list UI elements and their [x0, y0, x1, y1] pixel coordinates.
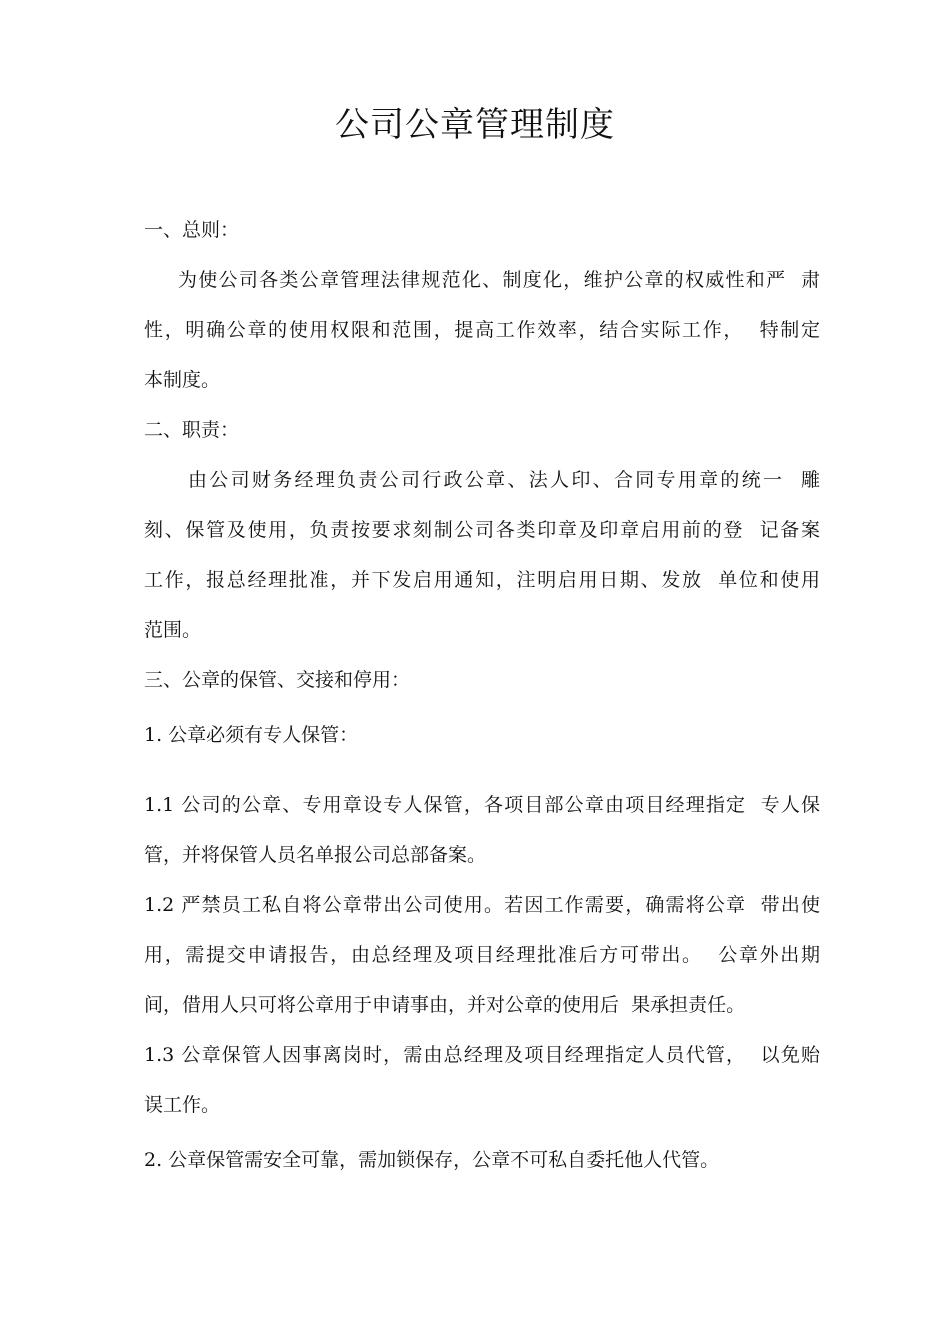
paragraph-line: 1.1 公司的公章、专用章设专人保管，各项目部公章由项目经理指定 专人保 — [144, 794, 820, 816]
paragraph-line: 1.3 公章保管人因事离岗时，需由总经理及项目经理指定人员代管， 以免贻 — [144, 1044, 820, 1066]
clause-heading: 1. 公章必须有专人保管： — [144, 724, 359, 746]
section-heading-general: 一、总则： — [144, 219, 240, 241]
section-heading-custody: 三、公章的保管、交接和停用： — [144, 669, 411, 691]
paragraph-line: 为使公司各类公章管理法律规范化、制度化，维护公章的权威性和严 肃 — [178, 269, 820, 291]
paragraph-line: 本制度。 — [144, 369, 221, 391]
paragraph-line: 间，借用人只可将公章用于申请事由，并对公章的使用后 果承担责任。 — [144, 994, 746, 1016]
section-heading-duties: 二、职责： — [144, 419, 240, 441]
paragraph-line: 性，明确公章的使用权限和范围，提高工作效率，结合实际工作， 特制定 — [144, 319, 820, 341]
paragraph-line: 误工作。 — [144, 1094, 221, 1116]
clause-heading: 2. 公章保管需安全可靠，需加锁保存，公章不可私自委托他人代管。 — [144, 1149, 720, 1171]
paragraph-line: 用，需提交申请报告，由总经理及项目经理批准后方可带出。 公章外出期 — [144, 944, 820, 966]
paragraph-line: 工作，报总经理批准，并下发启用通知，注明启用日期、发放 单位和使用 — [144, 569, 820, 591]
paragraph-line: 1.2 严禁员工私自将公章带出公司使用。若因工作需要，确需将公章 带出使 — [144, 894, 820, 916]
paragraph-line: 由公司财务经理负责公司行政公章、法人印、合同专用章的统一 雕 — [188, 469, 820, 491]
paragraph-line: 范围。 — [144, 619, 202, 641]
paragraph-line: 管，并将保管人员名单报公司总部备案。 — [144, 844, 487, 866]
paragraph-line: 刻、保管及使用，负责按要求刻制公司各类印章及印章启用前的登 记备案 — [144, 519, 820, 541]
document-title: 公司公章管理制度 — [335, 105, 615, 145]
